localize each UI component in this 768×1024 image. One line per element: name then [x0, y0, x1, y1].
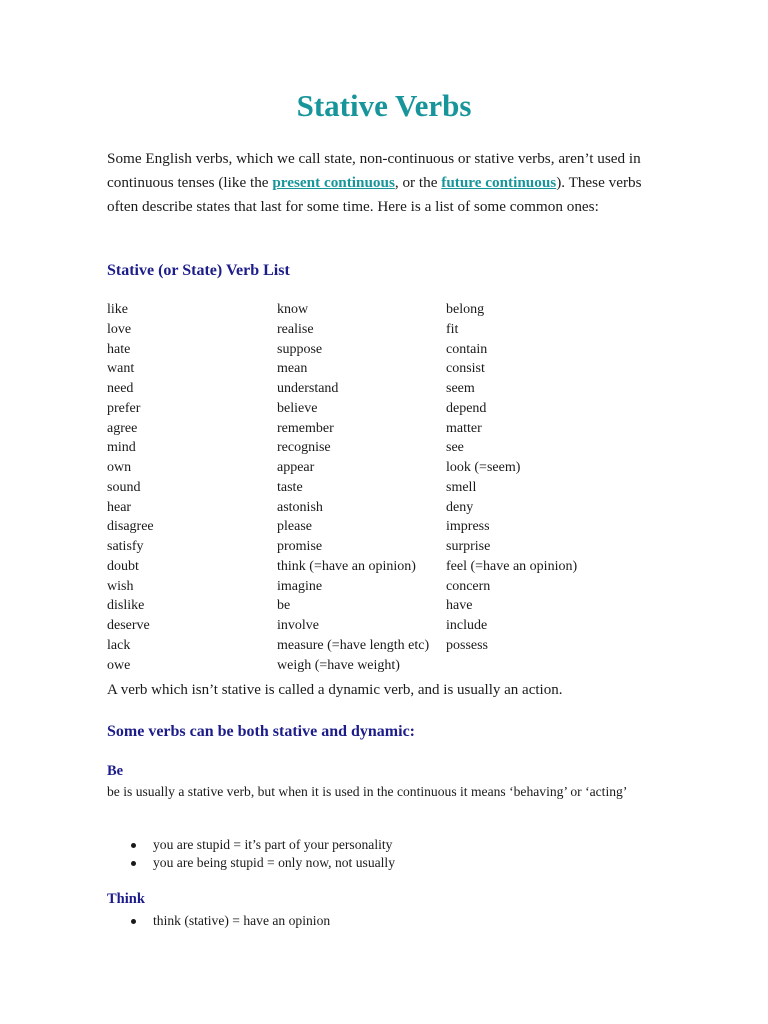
be-description: be is usually a stative verb, but when it is used in the continuous it means ‘behaving’ or ‘acting’ [107, 784, 628, 799]
table-row [107, 340, 627, 360]
verb-cell: want [107, 361, 135, 377]
intro-text-2: , or the [394, 174, 442, 191]
verb-cell: matter [446, 420, 482, 436]
table-row [107, 656, 627, 676]
verb-list-table [107, 300, 627, 675]
verb-cell: promise [277, 539, 323, 554]
dynamic-verb-sentence: A verb which isn’t stative is called a dynamic verb, and is usually an action. [107, 682, 563, 698]
be-examples-list [107, 836, 395, 872]
table-row [107, 616, 627, 636]
verb-cell: disagree [107, 519, 154, 535]
table-row [107, 478, 627, 498]
verb-cell: love [107, 321, 132, 337]
page-title: Stative Verbs [296, 88, 472, 123]
table-row [107, 438, 627, 458]
verb-cell: be [277, 598, 291, 614]
verb-cell: feel (=have an opinion) [446, 558, 578, 574]
verb-cell: satisfy [107, 539, 144, 554]
verb-cell: need [107, 381, 134, 396]
verb-cell: have [446, 598, 473, 614]
table-row [107, 379, 627, 399]
intro-paragraph [107, 147, 667, 219]
verb-cell: smell [446, 479, 477, 495]
verb-cell: realise [277, 321, 314, 337]
verb-cell: possess [446, 637, 489, 653]
verb-cell: concern [446, 578, 491, 594]
verb-list-heading: Stative (or State) Verb List [107, 262, 290, 279]
table-row [107, 458, 627, 478]
intro-text-3: ). These verbs often describe states that last for some time. Here is a list of some common ones: [107, 174, 642, 215]
verb-cell: prefer [107, 400, 141, 416]
be-heading: Be [107, 763, 124, 779]
verb-cell: suppose [277, 341, 323, 357]
verb-cell: know [277, 302, 309, 317]
verb-cell: remember [277, 420, 334, 436]
verb-cell: involve [277, 618, 319, 633]
verb-cell: taste [277, 479, 303, 495]
table-row [107, 557, 627, 577]
verb-cell: own [107, 460, 132, 475]
think-examples-list [107, 912, 330, 930]
verb-cell: seem [446, 381, 475, 396]
bullet-icon [131, 919, 136, 924]
table-row [107, 537, 627, 557]
table-row [107, 636, 627, 656]
list-item [107, 912, 330, 930]
verb-cell: imagine [277, 578, 323, 594]
table-row [107, 359, 627, 379]
verb-cell: hear [107, 499, 132, 515]
verb-cell: see [446, 440, 464, 456]
table-row [107, 596, 627, 616]
verb-cell: include [446, 618, 488, 633]
think-example-1: think (stative) = have an opinion [153, 913, 331, 928]
verb-cell: agree [107, 420, 138, 436]
verb-cell: wish [107, 578, 134, 594]
verb-cell: hate [107, 341, 131, 357]
verb-cell: sound [107, 479, 141, 495]
verb-cell: owe [107, 657, 131, 673]
verb-cell: deserve [107, 618, 150, 633]
present-continuous-link[interactable]: present continuous [272, 174, 395, 191]
verb-cell: please [277, 519, 312, 535]
verb-cell: measure (=have length etc) [277, 637, 430, 653]
verb-cell: deny [446, 499, 474, 515]
verb-cell: dislike [107, 598, 145, 614]
verb-cell: believe [277, 400, 318, 416]
list-item [107, 836, 395, 854]
table-row [107, 498, 627, 518]
be-example-1: you are stupid = it’s part of your personality [153, 837, 393, 852]
verb-cell: impress [446, 519, 490, 535]
verb-cell: contain [446, 341, 488, 357]
verb-cell: look (=seem) [446, 460, 521, 475]
verb-cell: like [107, 302, 128, 317]
verb-cell: depend [446, 400, 487, 416]
table-row [107, 577, 627, 597]
be-example-2: you are being stupid = only now, not usually [153, 855, 396, 870]
bullet-icon [131, 861, 136, 866]
verb-cell: recognise [277, 440, 331, 456]
verb-cell: lack [107, 637, 131, 653]
verb-cell: astonish [277, 499, 323, 515]
table-row [107, 399, 627, 419]
list-item [107, 854, 395, 872]
verb-cell: understand [277, 381, 339, 396]
verb-cell: surprise [446, 539, 491, 554]
table-row [107, 300, 627, 320]
verb-cell: mean [277, 361, 308, 377]
table-row [107, 517, 627, 537]
verb-cell: weigh (=have weight) [277, 657, 400, 673]
verb-cell: consist [446, 361, 485, 377]
verb-cell: mind [107, 440, 136, 456]
think-heading: Think [107, 891, 145, 907]
verb-cell: doubt [107, 558, 139, 574]
verb-cell: appear [277, 460, 315, 475]
bullet-icon [131, 843, 136, 848]
both-stative-dynamic-heading: Some verbs can be both stative and dynamic: [107, 723, 416, 740]
intro-text-1: Some English verbs, which we call state, non-continuous or stative verbs, aren’t used in continuous tenses (like the [107, 150, 641, 191]
verb-cell: fit [446, 321, 459, 337]
table-row [107, 419, 627, 439]
future-continuous-link[interactable]: future continuous [441, 174, 557, 191]
table-row [107, 320, 627, 340]
verb-cell: belong [446, 302, 485, 317]
verb-cell: think (=have an opinion) [277, 558, 416, 574]
